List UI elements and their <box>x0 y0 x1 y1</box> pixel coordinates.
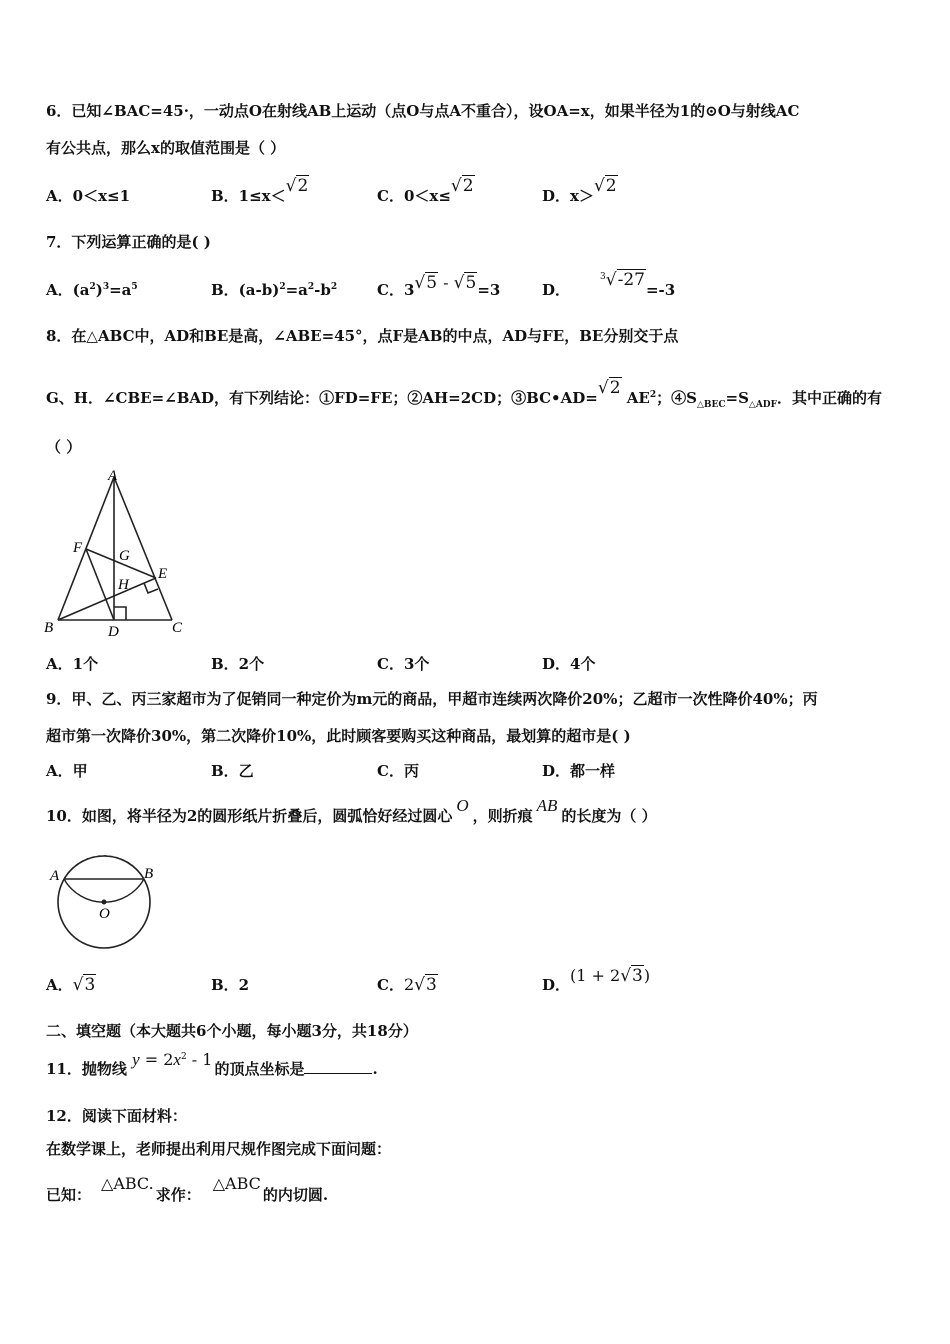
q7-stem: 7．下列运算正确的是( ) <box>46 233 211 251</box>
q8-stem-line1: 8．在△ABC中，AD和BE是高，∠ABE=45°，点F是AB的中点，AD与FE，BE分别交于点 <box>46 327 679 345</box>
right-angle-d <box>114 607 126 620</box>
label-a: A <box>108 468 118 484</box>
section-2-heading: 二、填空题（本大题共6个小题，每小题3分，共18分） <box>46 1022 418 1040</box>
label-d: D <box>108 624 119 640</box>
q8-option-d: D．4个 <box>542 655 596 673</box>
q6-c-radicand: 2 <box>462 176 474 196</box>
folded-arc <box>64 879 144 902</box>
label-c: C <box>172 620 183 636</box>
q6-stem-line2: 有公共点，那么x的取值范围是（ ） <box>46 139 286 157</box>
q6-b-radicand: 2 <box>297 176 309 196</box>
center-o <box>102 900 107 905</box>
label-f: F <box>73 540 83 556</box>
q12-line3: 已知：△ABC.求作：△ABC的内切圆. <box>46 1174 329 1204</box>
q9-stem-line1: 9．甲、乙、丙三家超市为了促销同一种定价为m元的商品，甲超市连续两次降价20%；乙超市一次性降价40%；丙 <box>46 690 818 708</box>
q8-paren: （ ） <box>46 438 82 456</box>
q8-triangle-figure <box>40 465 200 645</box>
q10-option-d: D．(1 + 2√3) <box>542 966 651 994</box>
q9-option-b: B．乙 <box>211 762 254 780</box>
q10-stem: 10．如图，将半径为2的圆形纸片折叠后，圆弧恰好经过圆心O，则折痕AB的长度为（ ） <box>46 796 657 825</box>
q7-option-c: C．3√5 - √5=3 <box>377 273 501 299</box>
label-b: B <box>44 620 54 636</box>
label-o: O <box>99 906 110 922</box>
label-b: B <box>144 866 154 882</box>
q6-option-b: B．1≤x＜√2 <box>211 176 309 205</box>
q6-option-a: A．0＜x≤1 <box>46 187 131 205</box>
q7-option-a: A．$(a^2)^3=a^5$ <box>46 281 138 299</box>
q10-option-a: A．√3 <box>46 975 96 995</box>
q6-option-c: C．0＜x≤√2 <box>377 176 474 205</box>
q9-option-d: D．都一样 <box>542 762 616 780</box>
q7-option-b: B．$(a-b)^2=a^2-b^2$ <box>211 281 338 299</box>
q11-stem: 11．抛物线 $y = 2x^2 - 1$ 的顶点坐标是 . <box>46 1050 378 1078</box>
q12-line1: 12．阅读下面材料： <box>46 1107 187 1125</box>
q9-option-a: A．甲 <box>46 762 88 780</box>
label-e: E <box>158 566 168 582</box>
q10-option-c: C．2√3 <box>377 975 437 995</box>
q6-stem-line1: 6．已知∠BAC=45·，一动点O在射线AB上运动（点O与点A不重合），设OA=x，如果半径为1的⊙O与射线AC <box>46 102 800 120</box>
q10-option-b: B．2 <box>211 976 250 994</box>
q6-d-radicand: 2 <box>605 176 617 196</box>
q10-circle-figure <box>44 850 164 950</box>
right-angle-e <box>144 583 158 593</box>
q9-option-c: C．丙 <box>377 762 419 780</box>
q8-option-b: B．2个 <box>211 655 265 673</box>
circle-upper-dashed <box>64 856 144 879</box>
q8-stem-line2: G、H．∠CBE=∠BAD，有下列结论：①FD=FE；②AH=2CD；③BC•AD=√2 $AE^2$；$④S_{\triangle BEC}=S_{\triangle ADF}$．其中正确的有 <box>46 378 883 410</box>
label-h: H <box>118 577 129 593</box>
q8-option-a: A．1个 <box>46 655 99 673</box>
q12-line2: 在数学课上，老师提出利用尺规作图完成下面问题： <box>46 1140 392 1158</box>
q11-answer-blank[interactable] <box>304 1059 372 1074</box>
q9-stem-line2: 超市第一次降价30%，第二次降价10%，此时顾客要购买这种商品，最划算的超市是( ) <box>46 727 631 745</box>
label-a: A <box>50 868 60 884</box>
q6-option-d: D．x＞√2 <box>542 176 617 205</box>
q7-option-d: D．$^3$√-27=-3 <box>542 270 676 299</box>
label-g: G <box>119 548 130 564</box>
q8-option-c: C．3个 <box>377 655 430 673</box>
